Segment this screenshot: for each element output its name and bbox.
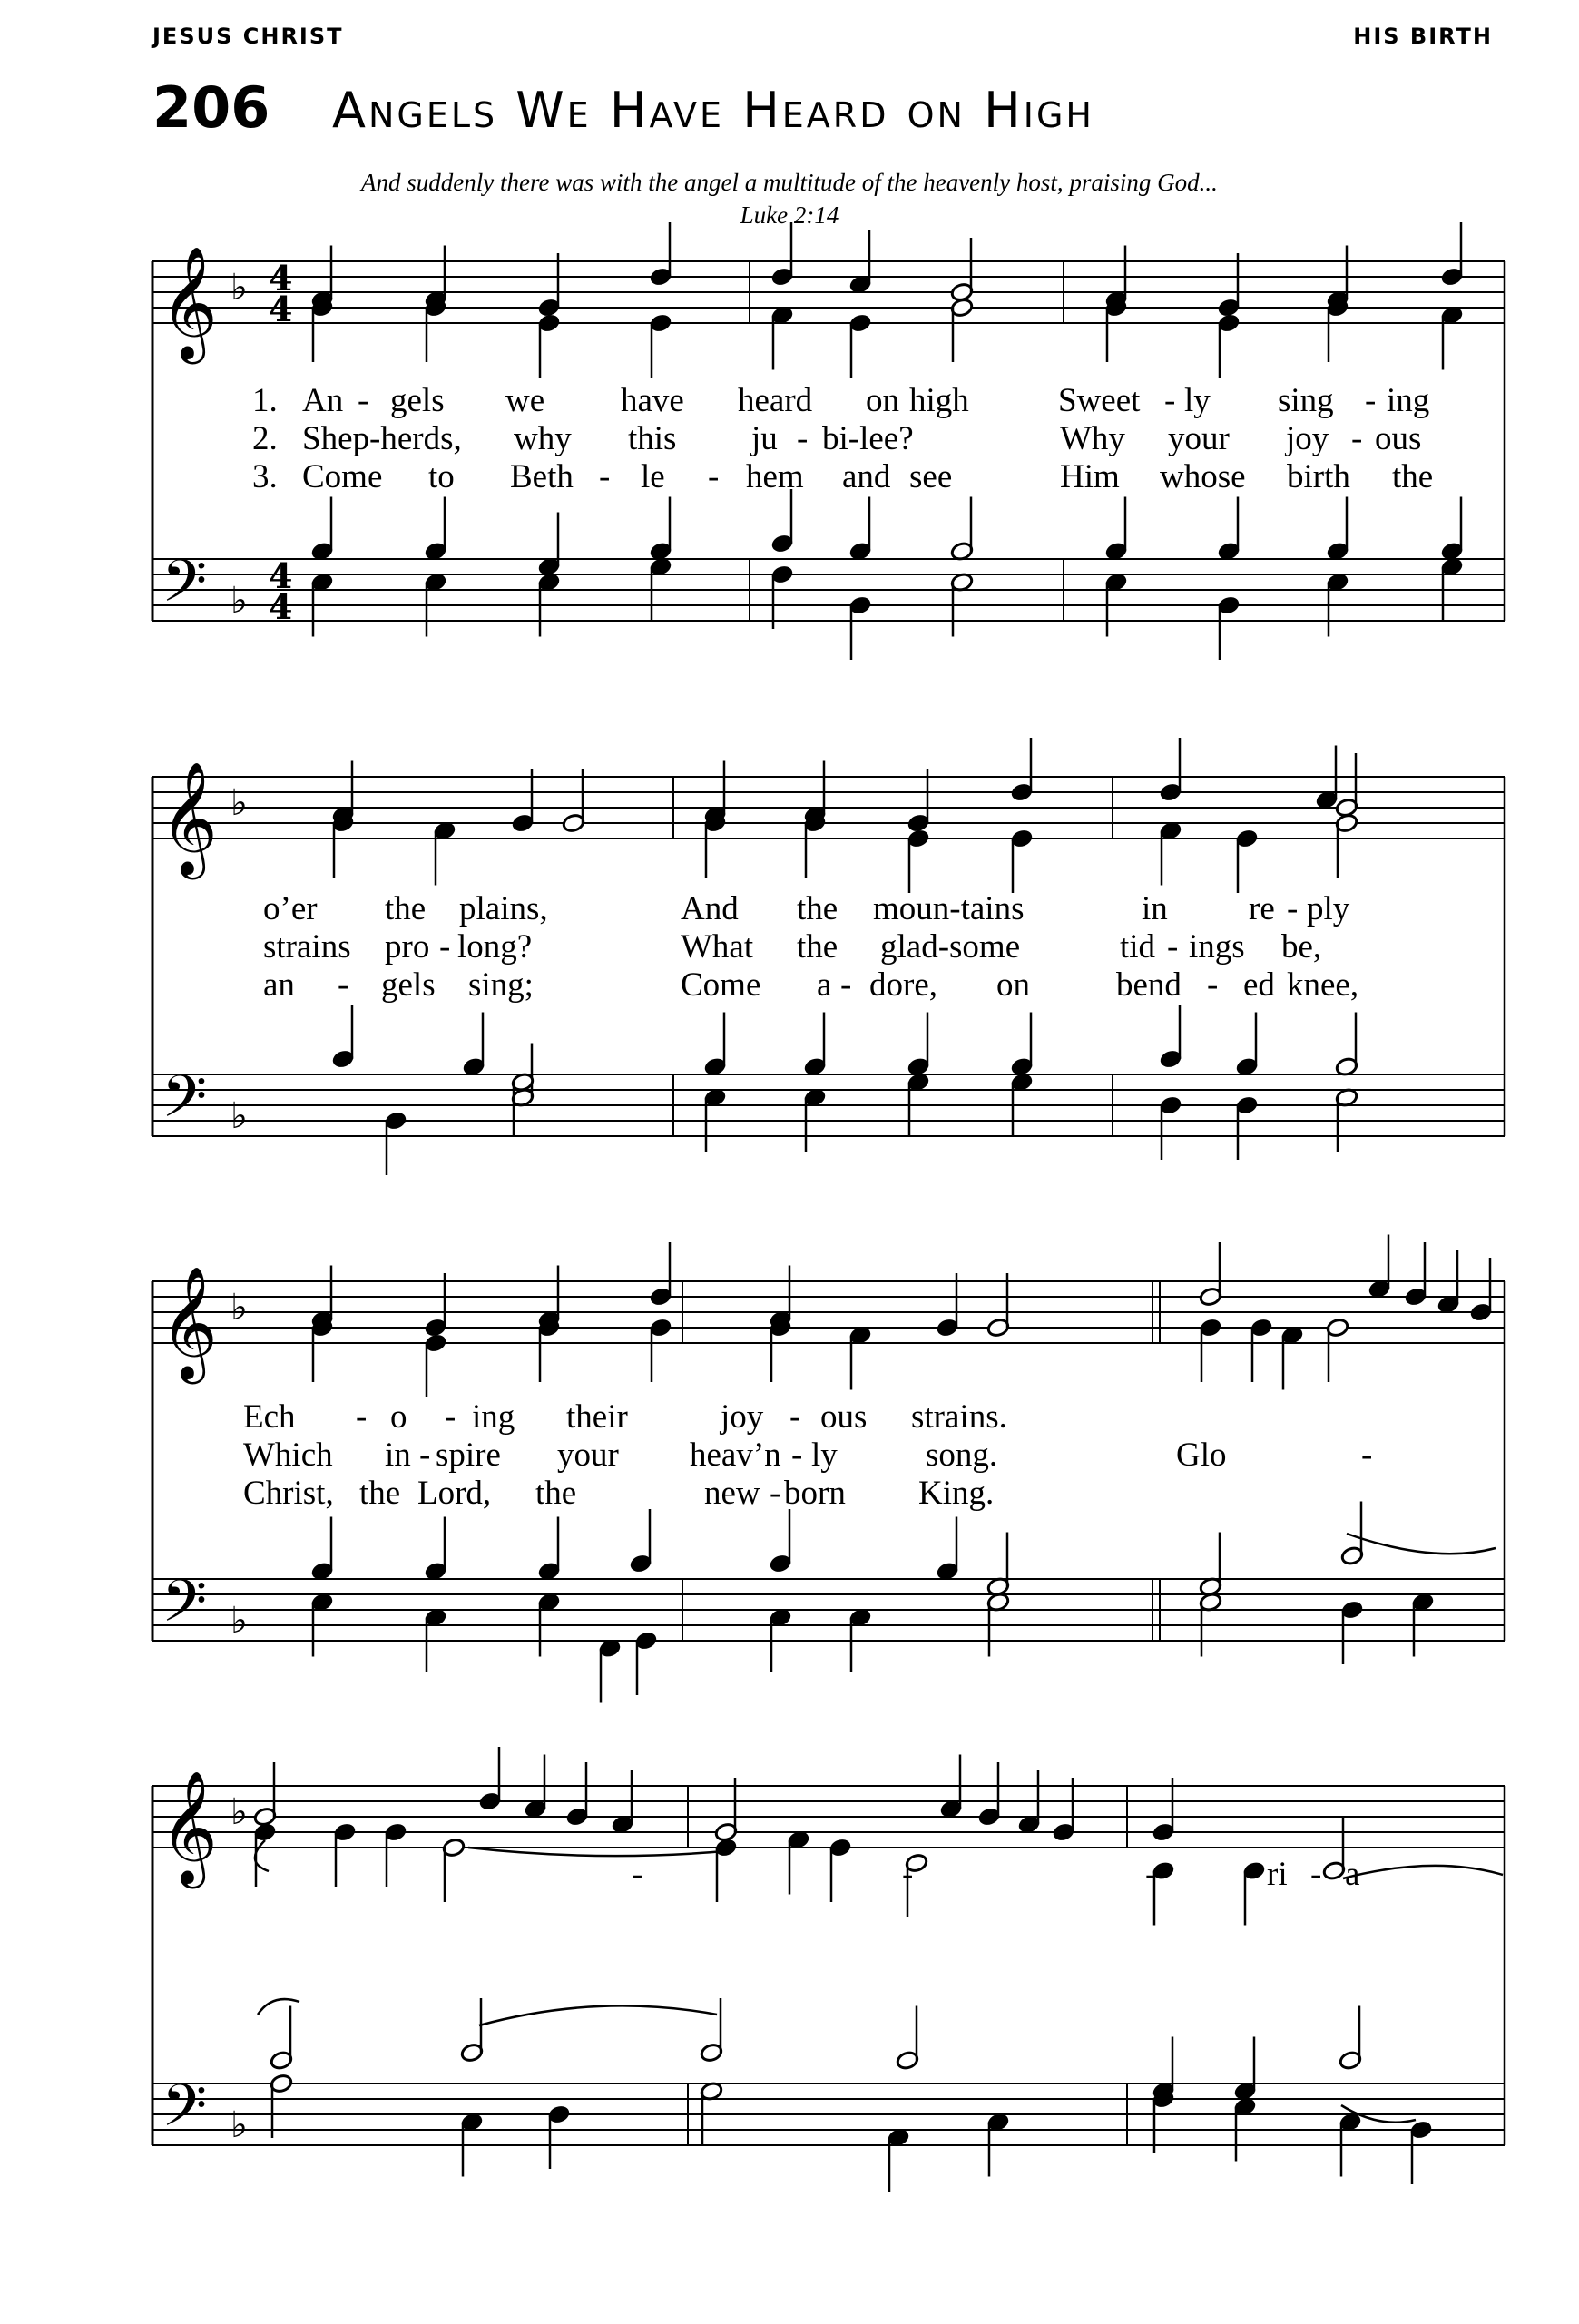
lyric-s3-v1-4: ing xyxy=(472,1398,515,1436)
lyric-s1-v2-10: - xyxy=(1351,420,1363,457)
lyric-s3-v1-8: ous xyxy=(820,1398,868,1436)
lyric-s3-v2-5: heav’n xyxy=(690,1437,781,1474)
lyric-s1-v1-6: heard xyxy=(738,382,813,419)
lyric-s3-v1-7: - xyxy=(790,1398,801,1436)
treble-clef-icon: 𝄞 xyxy=(160,246,218,359)
lyric-s1-v1-3: gels xyxy=(390,382,445,419)
lyric-s1-v1-9: Sweet xyxy=(1058,382,1141,419)
lyric-s2-v3-8: on xyxy=(996,966,1030,1004)
lyric-s3-v2-2: - xyxy=(419,1437,431,1474)
flat-icon: ♭ xyxy=(230,1287,248,1329)
lyric-s3-v3-0: Christ, xyxy=(243,1475,334,1512)
lyric-s2-v2-6: glad-some xyxy=(880,928,1021,966)
lyric-s1-v1-10: - xyxy=(1164,382,1176,419)
lyric-s2-v1-5: moun-tains xyxy=(873,890,1025,927)
lyric-s3-v1-0: Ech xyxy=(243,1398,296,1436)
flat-icon: ♭ xyxy=(230,580,248,622)
lyric-s2-v2-0: strains xyxy=(263,928,351,966)
lyric-s3-v2-1: in xyxy=(385,1437,411,1474)
lyric-s2-v3-0: an xyxy=(263,966,295,1004)
lyric-s1-v3-7: hem xyxy=(746,458,804,495)
lyric-s1-v1-11: ly xyxy=(1184,382,1211,419)
lyric-s3-v3-2: Lord, xyxy=(417,1475,492,1512)
lyric-s1-v3-0: 3. xyxy=(252,458,278,495)
time-signature-bottom: 4 xyxy=(269,289,293,329)
lyric-s2-v2-3: long? xyxy=(457,928,533,966)
lyric-s2-v2-5: the xyxy=(797,928,839,966)
lyric-s1-v3-13: the xyxy=(1392,458,1434,495)
lyric-s3-v2-9: Glo xyxy=(1176,1437,1227,1474)
hymn-number: 206 xyxy=(152,74,270,141)
lyric-s1-v1-4: we xyxy=(505,382,545,419)
lyric-s2-v3-10: - xyxy=(1207,966,1219,1004)
lyric-s3-v2-0: Which xyxy=(243,1437,333,1474)
lyric-s2-v1-3: And xyxy=(681,890,739,927)
lyric-s1-v2-0: 2. xyxy=(252,420,278,457)
lyric-s1-v2-3: this xyxy=(628,420,677,457)
treble-clef-icon: 𝄞 xyxy=(160,761,218,875)
lyric-s1-v1-5: have xyxy=(621,382,684,419)
lyric-s2-v2-8: - xyxy=(1167,928,1179,966)
lyric-s1-v1-8: high xyxy=(909,382,969,419)
lyric-s3-v3-5: - xyxy=(770,1475,781,1512)
slur xyxy=(1343,1866,1503,1878)
lyric-s3-v1-2: o xyxy=(390,1398,407,1436)
lyric-s1-v1-7: on xyxy=(866,382,899,419)
lyric-s2-v3-4: Come xyxy=(681,966,761,1004)
tie xyxy=(468,1848,724,1856)
lyric-s1-v1-13: - xyxy=(1365,382,1377,419)
flat-icon: ♭ xyxy=(230,2104,248,2146)
lyric-s3-v2-10: - xyxy=(1361,1437,1373,1474)
lyric-s2-v1-1: the xyxy=(385,890,427,927)
lyric-s3-v3-3: the xyxy=(535,1475,577,1512)
lyric-s1-v2-5: - xyxy=(797,420,809,457)
lyric-s1-v1-12: sing xyxy=(1278,382,1334,419)
time-signature-bottom: 4 xyxy=(269,586,293,627)
lyric-s3-v3-7: King. xyxy=(918,1475,995,1512)
lyric-s4-v1-2: - xyxy=(1145,1856,1157,1893)
bass-clef-icon: 𝄢 xyxy=(162,2073,208,2154)
lyric-s2-v1-6: in xyxy=(1142,890,1168,927)
tie xyxy=(479,2005,717,2025)
lyric-s1-v1-0: 1. xyxy=(252,382,278,419)
lyric-s2-v1-9: ply xyxy=(1307,890,1350,927)
lyric-s3-v1-3: - xyxy=(445,1398,456,1436)
lyric-s1-v2-1: Shep-herds, xyxy=(302,420,462,457)
lyric-s3-v3-1: the xyxy=(359,1475,401,1512)
lyric-s3-v1-6: joy xyxy=(721,1398,764,1436)
lyric-s3-v1-5: their xyxy=(566,1398,628,1436)
section-header-left: JESUS CHRIST xyxy=(152,24,344,49)
epigraph: And suddenly there was with the angel a multitude of the heavenly host, praising God... xyxy=(361,169,1218,196)
lyric-s2-v2-9: ings xyxy=(1189,928,1245,966)
lyric-s1-v3-4: - xyxy=(599,458,611,495)
flat-icon: ♭ xyxy=(230,267,248,309)
lyric-s2-v1-0: o’er xyxy=(263,890,318,927)
lyric-s4-v1-5: a xyxy=(1345,1856,1360,1893)
lyric-s2-v3-1: - xyxy=(338,966,349,1004)
lyric-s2-v3-7: dore, xyxy=(869,966,937,1004)
lyric-s1-v1-2: - xyxy=(358,382,369,419)
lyric-s4-v1-1: - xyxy=(902,1856,914,1893)
lyric-s1-v2-8: your xyxy=(1168,420,1230,457)
lyric-s2-v2-4: What xyxy=(681,928,754,966)
lyric-s2-v2-2: - xyxy=(439,928,451,966)
lyric-s3-v2-3: spire xyxy=(436,1437,501,1474)
lyric-s1-v2-6: bi-lee? xyxy=(822,420,914,457)
lyric-s1-v2-11: ous xyxy=(1375,420,1422,457)
treble-clef-icon: 𝄞 xyxy=(160,1266,218,1379)
lyric-s1-v3-1: Come xyxy=(302,458,383,495)
lyric-s3-v2-6: - xyxy=(791,1437,803,1474)
flat-icon: ♭ xyxy=(230,782,248,824)
slur xyxy=(258,1999,299,2015)
lyric-s1-v3-5: le xyxy=(641,458,665,495)
lyric-s2-v1-7: re xyxy=(1249,890,1275,927)
bass-clef-icon: 𝄢 xyxy=(162,548,208,630)
lyric-s3-v1-9: strains. xyxy=(911,1398,1007,1436)
lyric-s2-v1-8: - xyxy=(1287,890,1299,927)
lyric-s3-v3-4: new xyxy=(704,1475,760,1512)
lyric-s2-v3-9: bend xyxy=(1116,966,1182,1004)
lyric-s1-v2-9: joy xyxy=(1286,420,1329,457)
lyric-s1-v1-1: An xyxy=(302,382,344,419)
lyric-s2-v1-2: plains, xyxy=(459,890,548,927)
lyric-s4-v1-3: ri xyxy=(1267,1856,1288,1893)
lyric-s1-v3-6: - xyxy=(708,458,720,495)
lyric-s1-v3-8: and xyxy=(842,458,891,495)
lyric-s1-v3-10: Him xyxy=(1060,458,1120,495)
section-header-right: HIS BIRTH xyxy=(1353,24,1493,49)
lyric-s2-v3-6: - xyxy=(840,966,852,1004)
lyric-s2-v2-10: be, xyxy=(1281,928,1322,966)
lyric-s1-v2-4: ju xyxy=(751,420,778,457)
lyric-s4-v1-4: - xyxy=(1310,1856,1322,1893)
lyric-s3-v2-4: your xyxy=(557,1437,619,1474)
flat-icon: ♭ xyxy=(230,1791,248,1833)
lyric-s1-v3-9: see xyxy=(909,458,953,495)
treble-clef-icon: 𝄞 xyxy=(160,1770,218,1884)
bass-clef-icon: 𝄢 xyxy=(162,1568,208,1650)
lyric-s2-v2-1: pro xyxy=(385,928,430,966)
lyric-s1-v3-12: birth xyxy=(1287,458,1350,495)
lyric-s1-v2-2: why xyxy=(514,420,572,457)
scripture-reference: Luke 2:14 xyxy=(740,201,839,229)
flat-icon: ♭ xyxy=(230,1600,248,1642)
lyric-s3-v2-8: song. xyxy=(926,1437,998,1474)
lyric-s1-v1-14: ing xyxy=(1387,382,1430,419)
lyric-s2-v3-5: a xyxy=(817,966,832,1004)
lyric-s2-v3-12: knee, xyxy=(1287,966,1359,1004)
bass-clef-icon: 𝄢 xyxy=(162,1064,208,1145)
lyric-s1-v3-11: whose xyxy=(1160,458,1246,495)
lyric-s3-v2-7: ly xyxy=(811,1437,838,1474)
lyric-s1-v2-7: Why xyxy=(1060,420,1125,457)
lyric-s1-v3-3: Beth xyxy=(510,458,574,495)
lyric-s2-v3-3: sing; xyxy=(468,966,534,1004)
lyric-s2-v2-7: tid xyxy=(1120,928,1156,966)
lyric-s3-v1-1: - xyxy=(356,1398,368,1436)
lyric-s4-v1-0: - xyxy=(632,1856,643,1893)
lyric-s2-v1-4: the xyxy=(797,890,839,927)
time-signature-top: 4 xyxy=(269,258,293,299)
lyric-s1-v3-2: to xyxy=(428,458,455,495)
slur xyxy=(1347,1534,1496,1554)
time-signature-top: 4 xyxy=(269,555,293,596)
lyric-s2-v3-2: gels xyxy=(381,966,436,1004)
flat-icon: ♭ xyxy=(230,1095,248,1137)
lyric-s2-v3-11: ed xyxy=(1243,966,1275,1004)
lyric-s3-v3-6: born xyxy=(784,1475,846,1512)
hymn-title: Angels We Have Heard on High xyxy=(332,82,1094,139)
